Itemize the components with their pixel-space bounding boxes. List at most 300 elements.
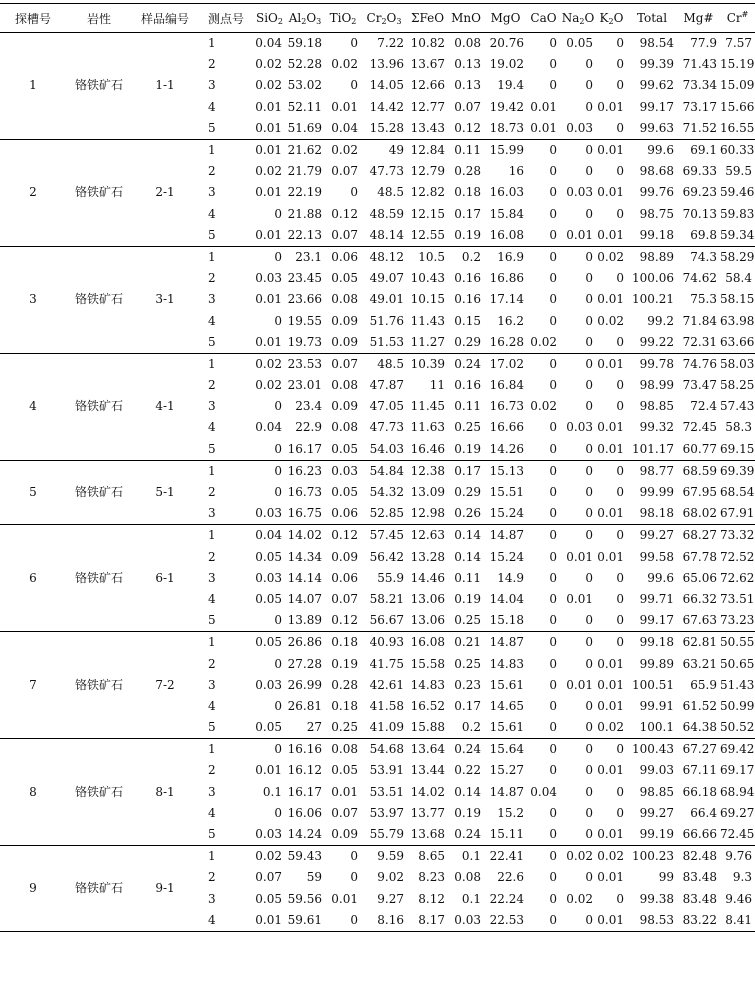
value-cell: 14.02	[287, 528, 322, 543]
value-cell: 15.51	[489, 485, 524, 500]
value-cell: 0.02	[527, 332, 560, 354]
value-cell: 47.73	[369, 164, 404, 179]
value-cell: 40.93	[369, 635, 404, 650]
value-cell: 0.17	[454, 206, 481, 221]
value-cell: 99.19	[627, 824, 677, 846]
sample-id-cell: 4-1	[132, 353, 198, 460]
point-number-cell: 3	[208, 78, 216, 93]
value-cell: 47.87	[369, 378, 404, 393]
value-cell: 99.62	[639, 78, 674, 93]
value-cell: 21.88	[287, 206, 322, 221]
lithology-cell: 铬铁矿石	[66, 246, 132, 353]
value-cell: 14.04	[489, 591, 524, 606]
sample-id-cell: 2-1	[132, 139, 198, 246]
value-cell: 0.29	[448, 332, 484, 354]
value-cell: 0	[616, 57, 624, 72]
value-cell: 0	[527, 225, 560, 247]
value-cell: 0.25	[325, 717, 361, 739]
value-cell: 0.01	[255, 292, 282, 307]
chemistry-table	[0, 3, 755, 932]
point-number-cell: 4	[208, 206, 216, 221]
column-header	[325, 4, 361, 33]
point-number-cell: 5	[198, 332, 254, 354]
point-number-cell: 4	[208, 805, 216, 820]
value-cell: 0.22	[454, 763, 481, 778]
table-row	[0, 353, 755, 375]
column-header	[361, 4, 407, 33]
value-cell: 73.23	[720, 610, 755, 632]
value-cell: 0.03	[255, 271, 282, 286]
value-cell: 50.52	[720, 717, 755, 739]
value-cell: 0.06	[325, 503, 361, 525]
value-cell: 0.01	[254, 118, 285, 140]
value-cell: 51.76	[369, 313, 404, 328]
value-cell: 0.28	[331, 677, 358, 692]
column-header	[560, 4, 596, 33]
column-header	[0, 4, 66, 33]
value-cell: 0	[549, 528, 557, 543]
value-cell: 8.23	[418, 870, 445, 885]
value-cell: 98.89	[639, 249, 674, 264]
value-cell: 0.01	[597, 99, 624, 114]
point-number-cell: 1	[208, 528, 216, 543]
value-cell: 0	[560, 439, 596, 461]
header-text: Cr	[726, 11, 742, 25]
point-number-cell: 4	[198, 910, 254, 932]
header-row	[0, 4, 755, 33]
value-cell: 98.18	[627, 503, 677, 525]
value-cell: 0.2	[448, 717, 484, 739]
value-cell: 16.08	[484, 225, 527, 247]
value-cell: 15.58	[410, 656, 445, 671]
value-cell: 9.27	[377, 891, 404, 906]
value-cell: 0	[549, 143, 557, 158]
value-cell: 16.73	[287, 485, 322, 500]
value-cell: 66.66	[677, 824, 720, 846]
sample-id-cell: 3-1	[132, 246, 198, 353]
value-cell: 0.26	[448, 503, 484, 525]
value-cell: 0.01	[597, 420, 624, 435]
point-number-cell: 4	[208, 313, 216, 328]
value-cell: 0.01	[566, 677, 593, 692]
value-cell: 66.18	[682, 784, 717, 799]
value-cell: 0	[585, 99, 593, 114]
value-cell: 53.02	[287, 78, 322, 93]
value-cell: 71.84	[682, 313, 717, 328]
value-cell: 9.02	[377, 870, 404, 885]
header-text: Cr	[366, 11, 382, 25]
value-cell: 0.07	[331, 356, 358, 371]
value-cell: 0.05	[331, 271, 358, 286]
value-cell: 0.09	[331, 399, 358, 414]
value-cell: 59.18	[287, 36, 322, 51]
value-cell: 11.43	[410, 313, 445, 328]
value-cell: 0.09	[331, 313, 358, 328]
value-cell: 0	[616, 399, 624, 414]
value-cell: 64.38	[677, 717, 720, 739]
value-cell: 52.11	[287, 99, 322, 114]
value-cell: 74.62	[682, 271, 717, 286]
sample-id-cell: 7-2	[132, 632, 198, 739]
value-cell: 0.02	[255, 378, 282, 393]
value-cell: 69.23	[682, 185, 717, 200]
value-cell: 58.29	[720, 249, 755, 264]
value-cell: 0.01	[255, 143, 282, 158]
value-cell: 0.05	[566, 36, 593, 51]
value-cell: 0.07	[454, 99, 481, 114]
point-number-cell: 4	[208, 698, 216, 713]
value-cell: 0.23	[454, 677, 481, 692]
value-cell: 50.65	[720, 656, 755, 671]
value-cell: 65.9	[690, 677, 717, 692]
value-cell: 0.16	[454, 292, 481, 307]
value-cell: 0.05	[255, 635, 282, 650]
value-cell: 0.04	[255, 528, 282, 543]
value-cell: 42.61	[369, 677, 404, 692]
point-number-cell: 5	[198, 225, 254, 247]
value-cell: 98.85	[639, 784, 674, 799]
value-cell: 16.52	[410, 698, 445, 713]
value-cell: 49	[388, 143, 404, 158]
value-cell: 0.12	[331, 206, 358, 221]
value-cell: 0.12	[331, 528, 358, 543]
value-cell: 48.14	[361, 225, 407, 247]
value-cell: 83.48	[682, 891, 717, 906]
value-cell: 0	[527, 824, 560, 846]
value-cell: 0	[350, 36, 358, 51]
value-cell: 0	[527, 439, 560, 461]
value-cell: 0	[616, 36, 624, 51]
value-cell: 0.09	[325, 824, 361, 846]
value-cell: 14.05	[369, 78, 404, 93]
lithology-cell: 铬铁矿石	[66, 846, 132, 932]
point-number-cell: 1	[208, 143, 216, 158]
column-header	[627, 4, 677, 33]
value-cell: 53.97	[369, 805, 404, 820]
value-cell: 10.15	[410, 292, 445, 307]
value-cell: 62.81	[682, 635, 717, 650]
value-cell: 16.17	[287, 784, 322, 799]
header-subscript: 2	[579, 17, 585, 26]
value-cell: 0	[549, 849, 557, 864]
value-cell: 8.12	[418, 891, 445, 906]
column-header	[448, 4, 484, 33]
value-cell: 0	[549, 271, 557, 286]
value-cell: 47.05	[369, 399, 404, 414]
value-cell: 0	[585, 249, 593, 264]
value-cell: 0	[585, 78, 593, 93]
value-cell: 48.12	[369, 249, 404, 264]
value-cell: 57.43	[720, 399, 755, 414]
value-cell: 99	[658, 870, 674, 885]
value-cell: 99.58	[639, 549, 674, 564]
value-cell: 0.02	[566, 891, 593, 906]
value-cell: 19.73	[285, 332, 325, 354]
value-cell: 0.02	[597, 849, 624, 864]
value-cell: 0	[616, 78, 624, 93]
value-cell: 63.21	[682, 656, 717, 671]
header-text: K	[599, 11, 609, 25]
value-cell: 51.43	[720, 677, 755, 692]
value-cell: 0	[549, 36, 557, 51]
value-cell: 0	[549, 378, 557, 393]
value-cell: 63.98	[720, 313, 755, 328]
header-superscript: #	[741, 10, 749, 19]
value-cell: 0.07	[331, 805, 358, 820]
value-cell: 100.21	[632, 292, 674, 307]
value-cell: 0	[585, 57, 593, 72]
value-cell: 58.03	[720, 356, 755, 371]
value-cell: 98.75	[639, 206, 674, 221]
value-cell: 70.13	[682, 206, 717, 221]
value-cell: 0.01	[254, 910, 285, 932]
value-cell: 13.44	[410, 763, 445, 778]
value-cell: 22.19	[287, 185, 322, 200]
value-cell: 12.82	[410, 185, 445, 200]
value-cell: 0.18	[454, 185, 481, 200]
value-cell: 11.45	[410, 399, 445, 414]
value-cell: 0	[616, 378, 624, 393]
header-text: 岩性	[86, 11, 111, 26]
value-cell: 0	[549, 292, 557, 307]
value-cell: 59.5	[725, 164, 752, 179]
value-cell: 0	[585, 656, 593, 671]
value-cell: 15.11	[484, 824, 527, 846]
value-cell: 0.03	[254, 503, 285, 525]
value-cell: 99.71	[639, 591, 674, 606]
point-number-cell: 3	[208, 292, 216, 307]
value-cell: 0.25	[454, 420, 481, 435]
value-cell: 49.07	[369, 271, 404, 286]
header-text-tail: O	[386, 11, 397, 25]
value-cell: 16.66	[489, 420, 524, 435]
table-row	[0, 139, 755, 161]
value-cell: 16.17	[285, 439, 325, 461]
lithology-cell: 铬铁矿石	[66, 525, 132, 632]
value-cell: 99.18	[639, 635, 674, 650]
value-cell: 54.84	[369, 463, 404, 478]
value-cell: 0.08	[331, 378, 358, 393]
value-cell: 0.01	[566, 591, 593, 606]
column-header	[527, 4, 560, 33]
sample-id-cell: 5-1	[132, 460, 198, 525]
value-cell: 99.78	[639, 356, 674, 371]
value-cell: 0.01	[597, 698, 624, 713]
value-cell: 10.39	[410, 356, 445, 371]
value-cell: 18.73	[484, 118, 527, 140]
value-cell: 75.3	[690, 292, 717, 307]
value-cell: 12.77	[410, 99, 445, 114]
value-cell: 26.86	[287, 635, 322, 650]
value-cell: 0	[350, 78, 358, 93]
value-cell: 68.59	[682, 463, 717, 478]
value-cell: 54.32	[369, 485, 404, 500]
table-body	[0, 33, 755, 932]
value-cell: 0.02	[255, 849, 282, 864]
value-cell: 19.42	[489, 99, 524, 114]
value-cell: 0.01	[254, 225, 285, 247]
value-cell: 15.66	[720, 99, 755, 114]
value-cell: 16.9	[497, 249, 524, 264]
value-cell: 0	[274, 463, 282, 478]
value-cell: 0	[585, 378, 593, 393]
value-cell: 0	[585, 164, 593, 179]
value-cell: 56.67	[361, 610, 407, 632]
value-cell: 99.17	[627, 610, 677, 632]
value-cell: 0.11	[454, 570, 481, 585]
value-cell: 41.09	[361, 717, 407, 739]
table-row	[0, 246, 755, 268]
value-cell: 58.3	[725, 420, 752, 435]
point-number-cell: 3	[208, 399, 216, 414]
value-cell: 0	[616, 570, 624, 585]
value-cell: 15.28	[361, 118, 407, 140]
value-cell: 0	[549, 591, 557, 606]
value-cell: 16.75	[285, 503, 325, 525]
value-cell: 16.46	[407, 439, 448, 461]
value-cell: 0	[585, 635, 593, 650]
point-number-cell: 4	[208, 99, 216, 114]
value-cell: 15.88	[407, 717, 448, 739]
value-cell: 22.53	[484, 910, 527, 932]
lithology-cell: 铬铁矿石	[66, 33, 132, 140]
value-cell: 0.19	[454, 805, 481, 820]
value-cell: 0	[549, 249, 557, 264]
value-cell: 100.06	[632, 271, 674, 286]
header-text: MnO	[451, 11, 481, 25]
value-cell: 0.02	[597, 313, 624, 328]
value-cell: 0	[616, 784, 624, 799]
value-cell: 67.91	[720, 503, 755, 525]
table-row	[0, 846, 755, 868]
point-number-cell: 1	[208, 356, 216, 371]
value-cell: 99.99	[639, 485, 674, 500]
value-cell: 0	[549, 891, 557, 906]
trench-cell: 6	[0, 525, 66, 632]
value-cell: 16.55	[720, 118, 755, 140]
value-cell: 0	[274, 249, 282, 264]
value-cell: 0.14	[454, 784, 481, 799]
lithology-cell: 铬铁矿石	[66, 739, 132, 846]
value-cell: 0	[585, 805, 593, 820]
value-cell: 0.01	[596, 824, 627, 846]
value-cell: 0	[585, 399, 593, 414]
header-text-tail: O	[306, 11, 317, 25]
value-cell: 99.6	[647, 570, 674, 585]
value-cell: 0	[549, 870, 557, 885]
value-cell: 0	[350, 185, 358, 200]
value-cell: 59.46	[720, 185, 755, 200]
value-cell: 0.03	[448, 910, 484, 932]
value-cell: 59	[306, 870, 322, 885]
value-cell: 50.99	[720, 698, 755, 713]
value-cell: 0	[527, 503, 560, 525]
value-cell: 16.73	[489, 399, 524, 414]
value-cell: 0	[549, 57, 557, 72]
value-cell: 69.8	[677, 225, 720, 247]
value-cell: 16.06	[287, 805, 322, 820]
value-cell: 26.81	[287, 698, 322, 713]
value-cell: 0.02	[255, 57, 282, 72]
value-cell: 0	[549, 656, 557, 671]
value-cell: 0.09	[325, 332, 361, 354]
value-cell: 98.54	[639, 36, 674, 51]
value-cell: 8.16	[361, 910, 407, 932]
value-cell: 0.01	[331, 784, 358, 799]
value-cell: 82.48	[682, 849, 717, 864]
value-cell: 0	[549, 485, 557, 500]
value-cell: 0	[616, 528, 624, 543]
header-text-tail: O	[613, 11, 624, 25]
value-cell: 58.4	[725, 271, 752, 286]
value-cell: 11.63	[410, 420, 445, 435]
point-number-cell: 2	[208, 485, 216, 500]
value-cell: 12.79	[410, 164, 445, 179]
value-cell: 0	[549, 206, 557, 221]
value-cell: 15.84	[489, 206, 524, 221]
value-cell: 66.4	[690, 805, 717, 820]
point-number-cell: 5	[198, 610, 254, 632]
value-cell: 0.06	[331, 570, 358, 585]
value-cell: 0.25	[454, 656, 481, 671]
value-cell: 57.45	[369, 528, 404, 543]
value-cell: 0	[585, 870, 593, 885]
value-cell: 0.02	[530, 399, 557, 414]
value-cell: 60.33	[720, 143, 755, 158]
value-cell: 0.01	[596, 503, 627, 525]
value-cell: 0	[585, 570, 593, 585]
value-cell: 0	[585, 143, 593, 158]
value-cell: 0.07	[255, 870, 282, 885]
point-number-cell: 3	[208, 185, 216, 200]
value-cell: 13.68	[407, 824, 448, 846]
value-cell: 0.08	[454, 36, 481, 51]
value-cell: 0	[616, 206, 624, 221]
value-cell: 0.04	[530, 784, 557, 799]
value-cell: 99.27	[639, 528, 674, 543]
value-cell: 15.99	[489, 143, 524, 158]
value-cell: 100.1	[627, 717, 677, 739]
value-cell: 0.12	[448, 118, 484, 140]
column-header	[254, 4, 285, 33]
value-cell: 99.6	[647, 143, 674, 158]
value-cell: 13.09	[410, 485, 445, 500]
value-cell: 0.04	[255, 36, 282, 51]
value-cell: 0.07	[331, 164, 358, 179]
value-cell: 11	[429, 378, 445, 393]
value-cell: 67.95	[682, 485, 717, 500]
value-cell: 72.45	[682, 420, 717, 435]
value-cell: 49.01	[369, 292, 404, 307]
value-cell: 0.01	[597, 870, 624, 885]
value-cell: 19.4	[497, 78, 524, 93]
column-header	[407, 4, 448, 33]
value-cell: 71.43	[682, 57, 717, 72]
value-cell: 0.25	[448, 610, 484, 632]
value-cell: 16.86	[489, 271, 524, 286]
value-cell: 14.87	[489, 784, 524, 799]
value-cell: 13.67	[410, 57, 445, 72]
trench-cell: 2	[0, 139, 66, 246]
value-cell: 15.27	[489, 763, 524, 778]
value-cell: 0.06	[331, 249, 358, 264]
value-cell: 0.03	[255, 677, 282, 692]
value-cell: 0.01	[596, 225, 627, 247]
value-cell: 61.52	[682, 698, 717, 713]
value-cell: 0	[325, 910, 361, 932]
value-cell: 50.55	[720, 635, 755, 650]
value-cell: 0.03	[560, 118, 596, 140]
